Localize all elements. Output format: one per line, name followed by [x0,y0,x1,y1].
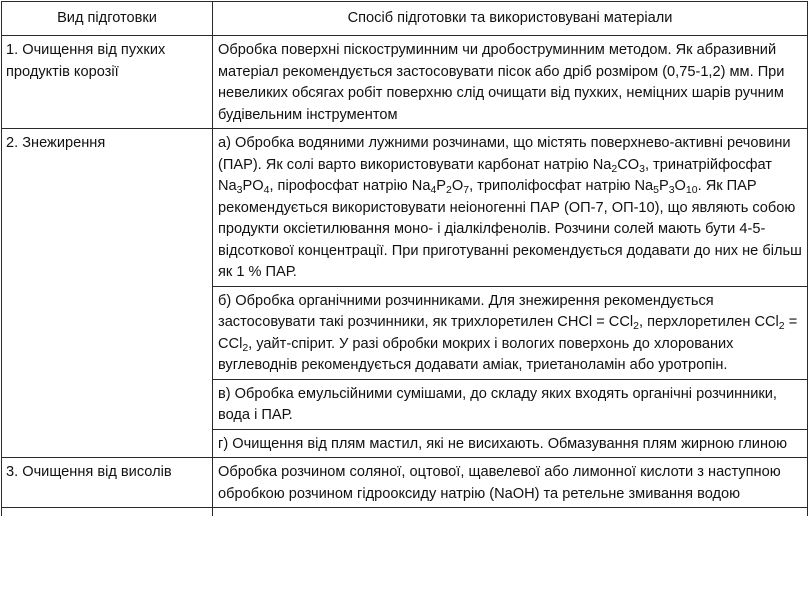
row-description: Обробка поверхні піскоструминним чи дробоструминним методом. Як абразивний матеріал рекомендується застосовувати пісок або дріб розміром (0,75-1,2) мм. При невеликих обсягах робіт поверхню слід очищати від пухких, неміцних шарів ручним будівельним інструментом [213,36,808,129]
row-name: 3. Очищення від висолів [2,458,213,508]
table-row [2,36,808,129]
row-description [213,129,808,458]
subitem-c: в) Обробка емульсійними сумішами, до складу яких входять органічні розчинники, вода і ПАР. [213,379,807,429]
table-header-row [2,2,808,36]
row-name: 1. Очищення від пухких продуктів корозії [2,36,213,129]
subitem-a: а) Обробка водяними лужними розчинами, що містять поверхнево-активні речовини (ПАР). Як солі варто використовувати карбонат натрію $Na_2CO_3$, тринатрійфосфат $Na_3PO_4$, пірофосфат натрію $Na_4P_2O_7$, триполіфосфат натрію $Na_5P_3O_{10}$. Як ПАР рекомендується використовувати неіоногенні ПАР (ОП-7, ОП-10), що являють собою продукти оксіетилювання моно- і діалкілфенолів. Розчини солей мають бути 4-5-відсоткової концентрації. При приготуванні рекомендується додавати до них не більш як 1 % ПАР. [218,135,802,280]
subitem-b: б) Обробка органічними розчинниками. Для знежирення рекомендується застосовувати такі розчинники, як трихлоретилен CHCl = CCl$_2$, перхлоретилен CCl$_2$ = CCl$_2$, уайт-спірит. У разі обробки мокрих і вологих поверхонь до хлорованих вуглеводнів рекомендується додавати аміак, триетаноламін або уротропін. [213,286,807,379]
row-description: Обробка розчином соляної, оцтової, щавелевої або лимонної кислоти з наступною обробкою розчином гідрооксиду натрію (NaOH) та ретельне змивання водою [213,458,808,508]
subitem-d: г) Очищення від плям мастил, які не висихають. Обмазування плям жирною глиною [213,429,807,458]
preparation-table [1,1,808,516]
header-preparation-type: Вид підготовки [2,2,213,36]
table-row-empty [2,508,808,517]
table-row [2,129,808,458]
table-row [2,458,808,508]
row-name: 2. Знежирення [2,129,213,458]
header-method-materials: Спосіб підготовки та використовувані матеріали [213,2,808,36]
